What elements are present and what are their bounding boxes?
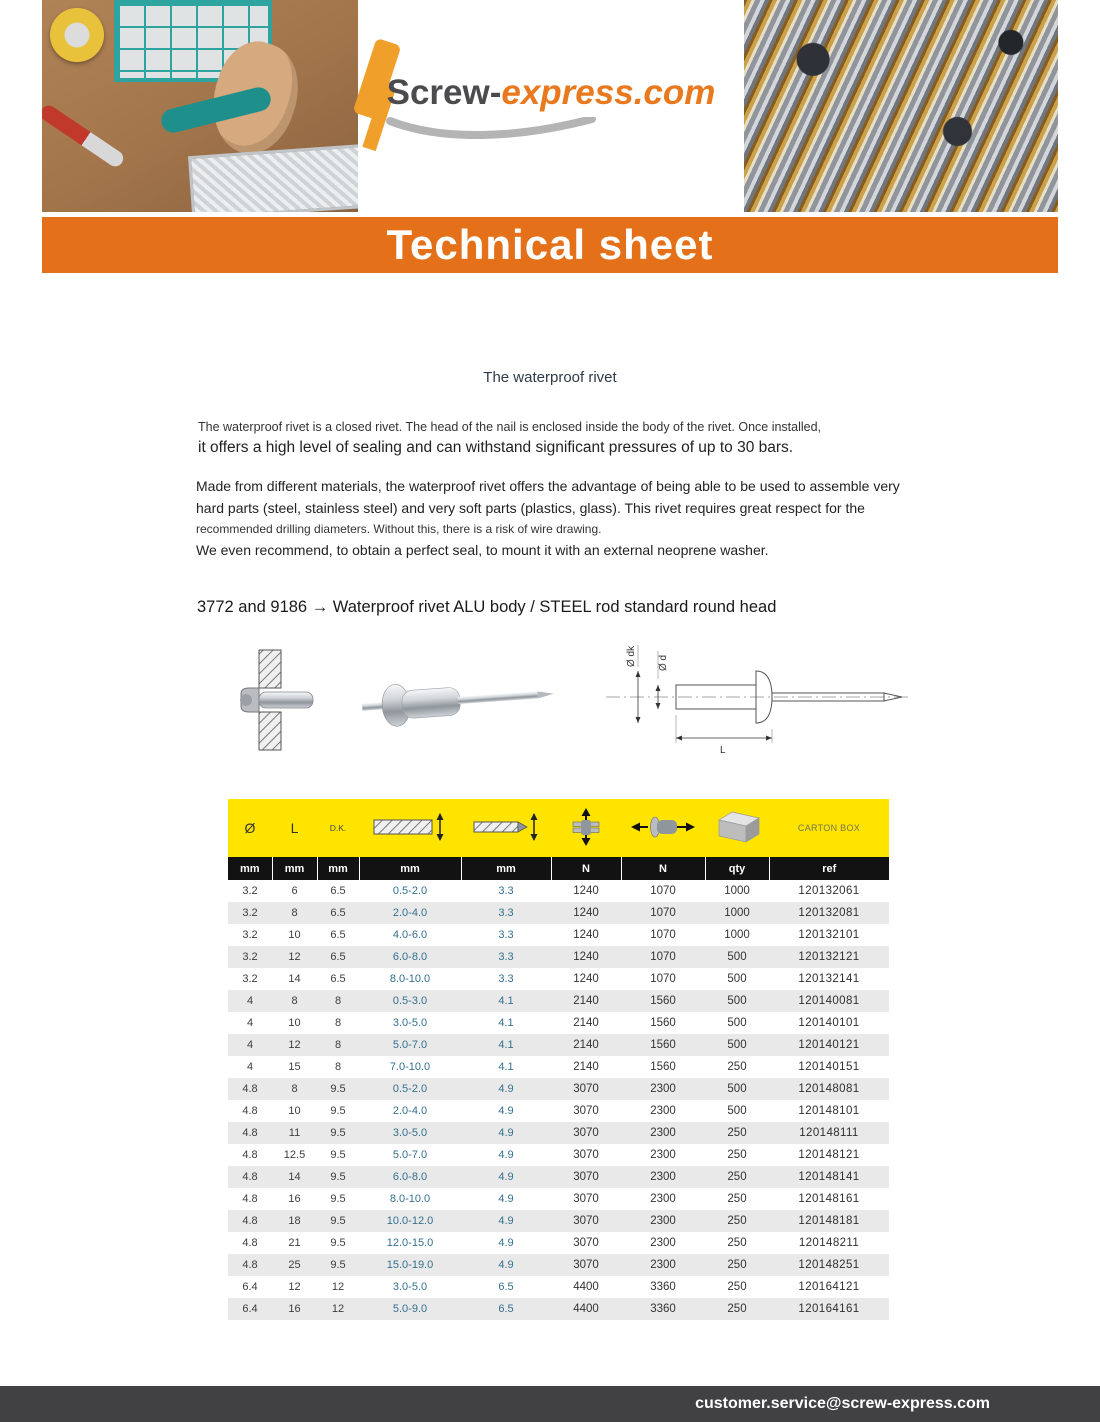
col-shear-strength-header — [551, 799, 621, 857]
table-cell: 3.2 — [228, 946, 272, 968]
table-cell: 1070 — [621, 924, 705, 946]
table-cell: 6.5 — [317, 946, 359, 968]
brand-logo — [387, 73, 716, 113]
table-cell: 8 — [272, 902, 317, 924]
table-cell: 3.2 — [228, 924, 272, 946]
table-row — [228, 1254, 889, 1276]
unit-header-cell: mm — [272, 857, 317, 880]
table-row — [228, 1144, 889, 1166]
table-cell: 1070 — [621, 968, 705, 990]
table-cell: 3.3 — [461, 946, 551, 968]
table-cell: 120132101 — [769, 924, 889, 946]
brand-name-suffix: express.com — [501, 73, 716, 112]
table-cell: 12 — [317, 1276, 359, 1298]
table-cell: 3070 — [551, 1254, 621, 1276]
table-cell: 3070 — [551, 1232, 621, 1254]
table-cell: 120140151 — [769, 1056, 889, 1078]
table-cell: 4.8 — [228, 1254, 272, 1276]
table-cell: 1000 — [705, 902, 769, 924]
table-row — [228, 924, 889, 946]
table-row — [228, 1122, 889, 1144]
table-cell: 12.0-15.0 — [359, 1232, 461, 1254]
table-cell: 4.8 — [228, 1210, 272, 1232]
table-cell: 1000 — [705, 924, 769, 946]
table-cell: 2140 — [551, 990, 621, 1012]
table-cell: 120132081 — [769, 902, 889, 924]
product-heading: 3772 and 9186 → Waterproof rivet ALU body / STEEL rod standard round head — [197, 598, 777, 617]
table-cell: 9.5 — [317, 1254, 359, 1276]
table-cell: 4.9 — [461, 1100, 551, 1122]
screwdriver-graphic — [42, 103, 126, 170]
col-grip-range-header — [359, 799, 461, 857]
unit-header-cell: N — [621, 857, 705, 880]
table-cell: 500 — [705, 968, 769, 990]
rivet-diagrams — [215, 633, 1100, 769]
table-cell: 1240 — [551, 924, 621, 946]
table-cell: 120148111 — [769, 1122, 889, 1144]
table-cell: 3.2 — [228, 968, 272, 990]
table-cell: 4.9 — [461, 1122, 551, 1144]
unit-header-cell: mm — [461, 857, 551, 880]
table-cell: 250 — [705, 1232, 769, 1254]
table-cell: 4.1 — [461, 1034, 551, 1056]
table-cell: 1240 — [551, 946, 621, 968]
page-footer — [0, 1386, 1100, 1422]
table-cell: 12 — [317, 1298, 359, 1320]
table-cell: 120140101 — [769, 1012, 889, 1034]
rivet-cross-section-diagram — [215, 648, 330, 754]
table-cell: 9.5 — [317, 1122, 359, 1144]
table-cell: 4.9 — [461, 1232, 551, 1254]
grip-range-icon — [370, 812, 450, 842]
table-cell: 2300 — [621, 1210, 705, 1232]
body-paragraph — [196, 476, 926, 562]
table-cell: 3.3 — [461, 880, 551, 902]
table-cell: 14 — [272, 1166, 317, 1188]
intro-line-2: it offers a high level of sealing and can withstand significant pressures of up to 30 bars. — [198, 438, 794, 456]
table-cell: 4.8 — [228, 1188, 272, 1210]
table-cell: 12.5 — [272, 1144, 317, 1166]
body-line-2: hard parts (steel, stainless steel) and very soft parts (plastics, glass). This rivet requires great respect for the — [196, 500, 865, 517]
table-cell: 3.0-5.0 — [359, 1122, 461, 1144]
table-cell: 2300 — [621, 1166, 705, 1188]
table-cell: 3070 — [551, 1166, 621, 1188]
table-cell: 2140 — [551, 1056, 621, 1078]
table-cell: 3070 — [551, 1210, 621, 1232]
table-cell: 8 — [317, 1034, 359, 1056]
table-row — [228, 1276, 889, 1298]
table-cell: 2140 — [551, 1012, 621, 1034]
table-cell: 250 — [705, 1298, 769, 1320]
table-cell: 3.3 — [461, 924, 551, 946]
table-cell: 3070 — [551, 1188, 621, 1210]
rivet-dimension-drawing — [586, 637, 916, 765]
table-cell: 3360 — [621, 1276, 705, 1298]
brand-name-prefix: Screw- — [386, 73, 502, 112]
table-cell: 2300 — [621, 1144, 705, 1166]
col-carton-box-header: CARTON BOX — [769, 799, 889, 857]
tape-measure-graphic — [50, 8, 104, 62]
table-cell: 2.0-4.0 — [359, 1100, 461, 1122]
table-body — [228, 880, 889, 1320]
table-row — [228, 1188, 889, 1210]
table-row — [228, 946, 889, 968]
table-cell: 5.0-7.0 — [359, 1144, 461, 1166]
table-cell: 6.5 — [461, 1298, 551, 1320]
table-cell: 500 — [705, 1012, 769, 1034]
body-line-1: Made from different materials, the waterproof rivet offers the advantage of being able to be used to assemble very — [196, 478, 900, 495]
table-cell: 21 — [272, 1232, 317, 1254]
table-cell: 9.5 — [317, 1100, 359, 1122]
intro-paragraph — [198, 418, 918, 458]
table-cell: 120148141 — [769, 1166, 889, 1188]
table-cell: 9.5 — [317, 1232, 359, 1254]
table-cell: 3.0-5.0 — [359, 1276, 461, 1298]
unit-header-cell: qty — [705, 857, 769, 880]
table-cell: 120148211 — [769, 1232, 889, 1254]
table-cell: 2300 — [621, 1232, 705, 1254]
table-cell: 12 — [272, 946, 317, 968]
table-cell: 9.5 — [317, 1188, 359, 1210]
unit-header-cell: ref — [769, 857, 889, 880]
table-cell: 0.5-3.0 — [359, 990, 461, 1012]
table-cell: 5.0-7.0 — [359, 1034, 461, 1056]
table-row — [228, 1210, 889, 1232]
table-cell: 8.0-10.0 — [359, 1188, 461, 1210]
dim-label-dk: Ø dk — [626, 645, 637, 668]
shear-strength-icon — [568, 808, 604, 846]
table-cell: 1560 — [621, 990, 705, 1012]
table-cell: 3.3 — [461, 968, 551, 990]
logo-area — [358, 0, 744, 212]
table-cell: 250 — [705, 1210, 769, 1232]
table-cell: 3.2 — [228, 902, 272, 924]
table-cell: 6.4 — [228, 1276, 272, 1298]
table-cell: 15 — [272, 1056, 317, 1078]
unit-header-cell: mm — [228, 857, 272, 880]
table-cell: 8 — [272, 1078, 317, 1100]
carton-box-icon — [713, 810, 761, 844]
table-cell: 2300 — [621, 1188, 705, 1210]
table-cell: 10 — [272, 1012, 317, 1034]
table-cell: 8.0-10.0 — [359, 968, 461, 990]
dim-label-d: Ø d — [658, 654, 669, 672]
table-cell: 12 — [272, 1034, 317, 1056]
table-row — [228, 902, 889, 924]
table-cell: 16 — [272, 1188, 317, 1210]
intro-line-1: The waterproof rivet is a closed rivet. The head of the nail is enclosed inside the body of the rivet. Once installed, — [198, 420, 822, 434]
table-cell: 4 — [228, 1056, 272, 1078]
table-cell: 4.8 — [228, 1100, 272, 1122]
table-cell: 8 — [317, 990, 359, 1012]
table-cell: 1000 — [705, 880, 769, 902]
tensile-strength-icon — [630, 812, 696, 842]
table-cell: 16 — [272, 1298, 317, 1320]
table-cell: 120132121 — [769, 946, 889, 968]
dim-label-l: L — [720, 745, 726, 757]
table-row — [228, 1298, 889, 1320]
table-cell: 3070 — [551, 1122, 621, 1144]
table-cell: 120140081 — [769, 990, 889, 1012]
table-cell: 250 — [705, 1144, 769, 1166]
table-cell: 120140121 — [769, 1034, 889, 1056]
document-body — [0, 369, 1100, 1320]
table-cell: 250 — [705, 1188, 769, 1210]
banner-title: Technical sheet — [386, 221, 714, 268]
table-cell: 250 — [705, 1122, 769, 1144]
rivet-spec-table — [228, 799, 889, 1320]
table-cell: 120148121 — [769, 1144, 889, 1166]
table-cell: 120148101 — [769, 1100, 889, 1122]
table-cell: 250 — [705, 1166, 769, 1188]
table-cell: 10 — [272, 924, 317, 946]
col-tensile-strength-header — [621, 799, 705, 857]
table-cell: 6.4 — [228, 1298, 272, 1320]
table-cell: 2300 — [621, 1122, 705, 1144]
table-cell: 120148081 — [769, 1078, 889, 1100]
col-drill-diameter-header — [461, 799, 551, 857]
table-cell: 120132061 — [769, 880, 889, 902]
table-cell: 1070 — [621, 880, 705, 902]
table-cell: 3.3 — [461, 902, 551, 924]
table-row — [228, 968, 889, 990]
table-cell: 2.0-4.0 — [359, 902, 461, 924]
body-line-3: recommended drilling diameters. Without this, there is a risk of wire drawing. — [196, 521, 602, 536]
col-diameter-header: Ø — [228, 799, 272, 857]
table-cell: 6.0-8.0 — [359, 1166, 461, 1188]
table-cell: 0.5-2.0 — [359, 880, 461, 902]
table-cell: 6.0-8.0 — [359, 946, 461, 968]
table-cell: 500 — [705, 990, 769, 1012]
col-carton-qty-header — [705, 799, 769, 857]
table-cell: 2300 — [621, 1078, 705, 1100]
table-cell: 4.9 — [461, 1188, 551, 1210]
table-row — [228, 1034, 889, 1056]
workbench-photo — [42, 0, 358, 212]
table-cell: 1070 — [621, 946, 705, 968]
table-row — [228, 1078, 889, 1100]
col-dk-header: D.K. — [317, 799, 359, 857]
drill-diameter-icon — [472, 812, 540, 842]
table-cell: 18 — [272, 1210, 317, 1232]
table-cell: 25 — [272, 1254, 317, 1276]
table-cell: 6.5 — [461, 1276, 551, 1298]
table-row — [228, 990, 889, 1012]
technical-sheet-banner — [42, 217, 1058, 273]
table-cell: 4 — [228, 1012, 272, 1034]
table-cell: 4.9 — [461, 1254, 551, 1276]
table-cell: 3.0-5.0 — [359, 1012, 461, 1034]
table-cell: 4.9 — [461, 1144, 551, 1166]
table-cell: 4.0-6.0 — [359, 924, 461, 946]
table-cell: 11 — [272, 1122, 317, 1144]
table-cell: 120148251 — [769, 1254, 889, 1276]
table-cell: 6 — [272, 880, 317, 902]
icon-header-row — [228, 799, 889, 857]
table-cell: 12 — [272, 1276, 317, 1298]
table-cell: 120132141 — [769, 968, 889, 990]
table-cell: 120164121 — [769, 1276, 889, 1298]
table-cell: 250 — [705, 1254, 769, 1276]
table-cell: 250 — [705, 1276, 769, 1298]
contact-email[interactable]: customer.service@screw-express.com — [695, 1395, 990, 1412]
page-header — [42, 0, 1058, 212]
table-cell: 9.5 — [317, 1166, 359, 1188]
table-cell: 0.5-2.0 — [359, 1078, 461, 1100]
table-cell: 2300 — [621, 1254, 705, 1276]
table-cell: 9.5 — [317, 1144, 359, 1166]
table-cell: 7.0-10.0 — [359, 1056, 461, 1078]
table-cell: 1560 — [621, 1034, 705, 1056]
table-cell: 4400 — [551, 1276, 621, 1298]
table-cell: 6.5 — [317, 902, 359, 924]
table-cell: 1560 — [621, 1056, 705, 1078]
table-cell: 1240 — [551, 902, 621, 924]
table-cell: 14 — [272, 968, 317, 990]
table-cell: 1240 — [551, 880, 621, 902]
table-cell: 5.0-9.0 — [359, 1298, 461, 1320]
table-cell: 8 — [317, 1056, 359, 1078]
body-line-4: We even recommend, to obtain a perfect seal, to mount it with an external neoprene washer. — [196, 542, 769, 559]
table-cell: 8 — [317, 1012, 359, 1034]
table-cell: 120148161 — [769, 1188, 889, 1210]
table-cell: 1240 — [551, 968, 621, 990]
table-cell: 500 — [705, 946, 769, 968]
table-cell: 15.0-19.0 — [359, 1254, 461, 1276]
unit-header-cell: mm — [317, 857, 359, 880]
table-cell: 1070 — [621, 902, 705, 924]
table-row — [228, 880, 889, 902]
page-title: The waterproof rivet — [483, 369, 617, 386]
table-cell: 6.5 — [317, 924, 359, 946]
unit-header-cell: N — [551, 857, 621, 880]
table-cell: 500 — [705, 1100, 769, 1122]
table-cell: 9.5 — [317, 1210, 359, 1232]
table-cell: 6.5 — [317, 968, 359, 990]
table-cell: 500 — [705, 1078, 769, 1100]
table-row — [228, 1166, 889, 1188]
table-cell: 4 — [228, 1034, 272, 1056]
unit-header-cell: mm — [359, 857, 461, 880]
table-cell: 4 — [228, 990, 272, 1012]
unit-header-row — [228, 857, 889, 880]
col-length-header: L — [272, 799, 317, 857]
table-cell: 4.1 — [461, 990, 551, 1012]
table-cell: 2140 — [551, 1034, 621, 1056]
table-cell: 250 — [705, 1056, 769, 1078]
table-cell: 4400 — [551, 1298, 621, 1320]
logo-swoosh — [386, 117, 596, 139]
table-cell: 500 — [705, 1034, 769, 1056]
table-row — [228, 1100, 889, 1122]
table-cell: 4.8 — [228, 1232, 272, 1254]
table-cell: 1560 — [621, 1012, 705, 1034]
table-cell: 2300 — [621, 1100, 705, 1122]
table-cell: 9.5 — [317, 1078, 359, 1100]
table-cell: 4.8 — [228, 1144, 272, 1166]
table-cell: 10 — [272, 1100, 317, 1122]
table-row — [228, 1012, 889, 1034]
table-cell: 3070 — [551, 1100, 621, 1122]
table-cell: 6.5 — [317, 880, 359, 902]
rivet-illustration — [358, 658, 558, 744]
table-cell: 4.1 — [461, 1012, 551, 1034]
table-row — [228, 1232, 889, 1254]
table-cell: 120148181 — [769, 1210, 889, 1232]
table-cell: 4.1 — [461, 1056, 551, 1078]
table-cell: 4.8 — [228, 1078, 272, 1100]
table-cell: 3070 — [551, 1144, 621, 1166]
table-cell: 4.8 — [228, 1166, 272, 1188]
table-cell: 120164161 — [769, 1298, 889, 1320]
table-cell: 3070 — [551, 1078, 621, 1100]
table-cell: 10.0-12.0 — [359, 1210, 461, 1232]
table-cell: 8 — [272, 990, 317, 1012]
table-cell: 4.9 — [461, 1166, 551, 1188]
table-cell: 3.2 — [228, 880, 272, 902]
table-cell: 3360 — [621, 1298, 705, 1320]
screws-photo — [744, 0, 1058, 212]
table-cell: 4.8 — [228, 1122, 272, 1144]
screw-tray-graphic — [188, 144, 358, 212]
table-cell: 4.9 — [461, 1078, 551, 1100]
table-row — [228, 1056, 889, 1078]
table-cell: 4.9 — [461, 1210, 551, 1232]
